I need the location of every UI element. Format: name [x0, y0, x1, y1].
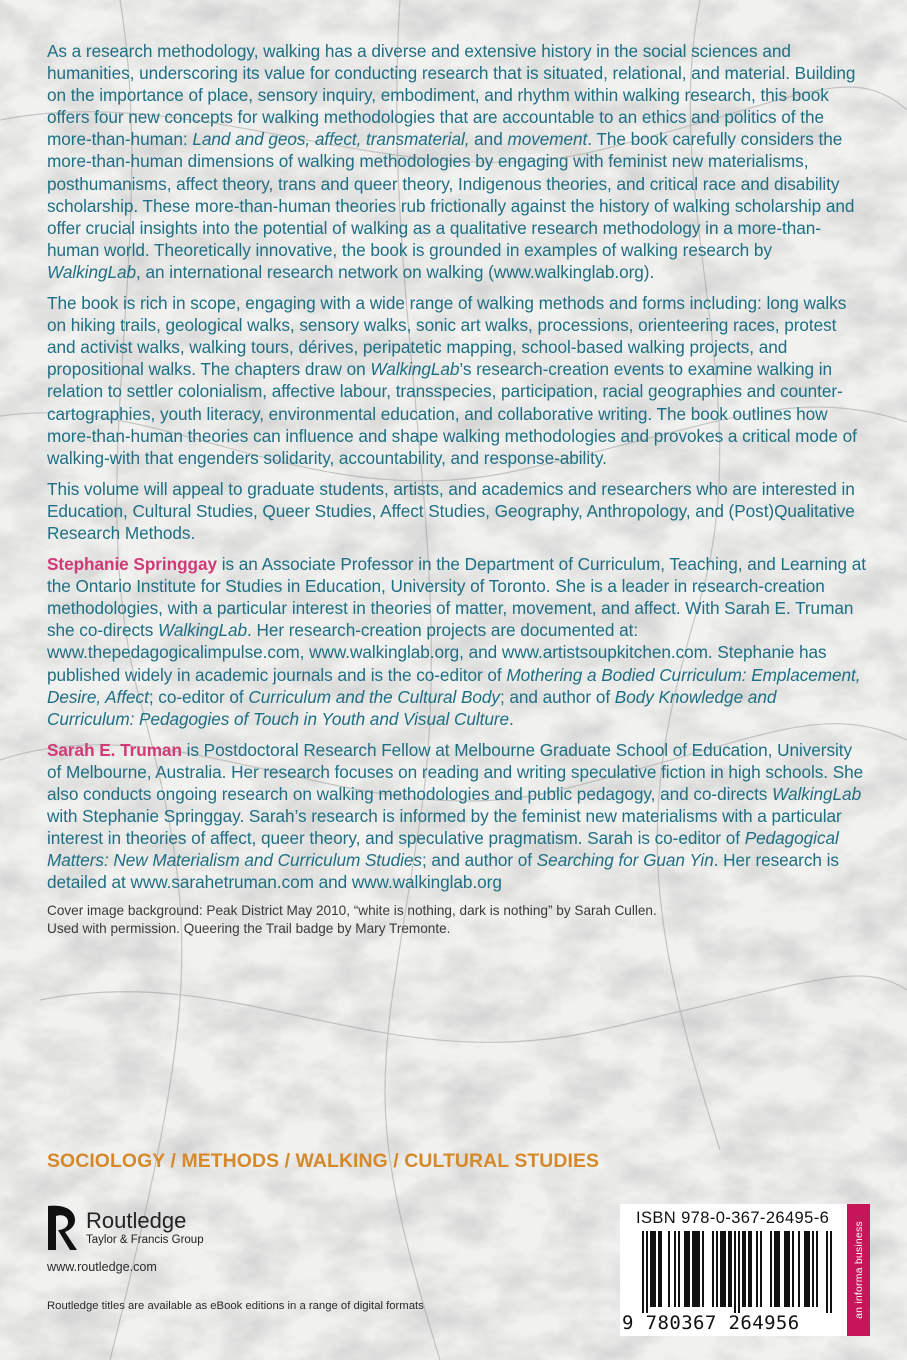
- barcode-guard-bar: [646, 1231, 648, 1313]
- barcode-bar: [778, 1231, 780, 1307]
- barcode-bar: [816, 1231, 818, 1307]
- text-run: . Her research is detailed at www.sarahetruman.com and www.walkinglab.org: [47, 850, 839, 893]
- barcode-guard-bar: [642, 1231, 644, 1313]
- barcode-guard-bar: [826, 1231, 828, 1313]
- barcode-bar: [650, 1231, 652, 1307]
- credit-line-2: Used with permission. Queering the Trail badge by Mary Tremonte.: [47, 920, 451, 936]
- barcode-bar: [712, 1231, 714, 1307]
- barcode-bar: [808, 1231, 810, 1307]
- text-run: is Postdoctoral Research Fellow at Melbourne Graduate School of Education, University of Melbourne, Australia. Her research focuses on reading and writing speculative fiction in high schools. She also conducts ongoing research on walking methodologies and public pedagogy, and co-directs: [47, 739, 864, 804]
- informa-label: an informa business: [852, 1221, 865, 1319]
- barcode-bar: [658, 1231, 660, 1307]
- isbn-barcode: [620, 1204, 870, 1336]
- barcode-bar: [692, 1231, 694, 1307]
- routledge-mark-icon: [44, 1204, 78, 1252]
- barcode-guard-bar: [734, 1231, 736, 1313]
- barcode-bar: [804, 1231, 806, 1307]
- text-run: and: [469, 129, 508, 150]
- text-run: ’s research-creation events to examine walking in relation to settler colonialism, affective labour, transspecies, participation, racial geographies and counter-cartographies, youth literacy, environmental education, and collaborative writing. The book outlines how more-than-human theories can influence and shape walking methodologies and provokes a critical mode of walking-with that engenders solidarity, accountability, and response-ability.: [47, 359, 857, 468]
- author-name: Sarah E. Truman: [47, 739, 182, 760]
- italic-run: WalkingLab: [47, 261, 136, 282]
- barcode-bar: [728, 1231, 730, 1307]
- informa-band: [847, 1204, 870, 1336]
- barcode-bar: [776, 1231, 778, 1307]
- barcode-bar: [702, 1231, 704, 1307]
- publisher-block: [44, 1204, 204, 1252]
- subject-categories: SOCIOLOGY / METHODS / WALKING / CULTURAL STUDIES: [47, 1150, 600, 1172]
- text-run: .: [509, 708, 514, 729]
- barcode-bar: [742, 1231, 744, 1307]
- barcode-bar: [786, 1231, 788, 1307]
- barcode-bar: [724, 1231, 726, 1307]
- author-bio-springgay: [47, 553, 867, 730]
- isbn-label: ISBN 978-0-367-26495-6: [636, 1209, 830, 1227]
- barcode-bar: [722, 1231, 724, 1307]
- text-run: ; and author of: [499, 686, 615, 707]
- italic-run: Land and geos, affect, transmaterial,: [192, 129, 470, 150]
- italic-run: Curriculum and the Cultural Body: [248, 686, 500, 707]
- publisher-name: Routledge: [86, 1208, 187, 1233]
- barcode-bar: [688, 1231, 690, 1307]
- italic-run: movement: [507, 129, 588, 150]
- credit-line-1: Cover image background: Peak District May 2010, “white is nothing, dark is nothing” by Sarah Cullen.: [47, 903, 657, 919]
- barcode-bar: [720, 1231, 722, 1307]
- italic-run: WalkingLab: [158, 620, 248, 641]
- ebook-note: Routledge titles are available as eBook editions in a range of digital formats: [47, 1300, 424, 1312]
- barcode-bar: [684, 1231, 686, 1307]
- barcode-bar: [696, 1231, 698, 1307]
- barcode-guard-bar: [738, 1231, 740, 1313]
- routledge-logo: [44, 1204, 204, 1252]
- barcode-bar: [806, 1231, 808, 1307]
- text-run: , an international research network on walking (www.walkinglab.org).: [136, 261, 655, 282]
- text-run: is an Associate Professor in the Department of Curriculum, Teaching, and Learning at the Ontario Institute for Studies in Education, University of Toronto. She is a leader in research-creation methodologies, with a particular interest in theories of matter, movement, and affect. With Sarah E. Truman she co-directs: [47, 554, 866, 641]
- barcode-bar: [668, 1231, 670, 1307]
- barcode-bar: [756, 1231, 758, 1307]
- italic-run: WalkingLab: [772, 784, 862, 804]
- publisher-url: www.routledge.com: [47, 1260, 157, 1274]
- audience-paragraph: This volume will appeal to graduate students, artists, and academics and researchers who are interested in Education, Cultural Studies, Queer Studies, Affect Studies, Geography, Anthropology, and (Post)Qualitative Research Methods.: [47, 478, 855, 543]
- text-run: ; and author of: [421, 850, 537, 871]
- barcode-bar: [694, 1231, 696, 1307]
- text-run: . Her research-creation projects are documented at: www.thepedagogicalimpulse.com, www.walkinglab.org, and www.artistsoupkitchen.com. Stephanie has published widely in academic journals and is the co-editor of: [47, 620, 827, 685]
- barcode-bar: [686, 1231, 688, 1307]
- author-name: Stephanie Springgay: [47, 554, 218, 575]
- text-run: As a research methodology, walking has a diverse and extensive history in the social sciences and humanities, underscoring its value for conducting research that is situated, relational, and material. Building on the importance of place, sensory inquiry, embodiment, and rhythm within walking research, this book offers four new concepts for walking methodologies that are accountable to an ethics and politics of the more-than-human:: [47, 41, 856, 150]
- text-run: The book is rich in scope, engaging with a wide range of walking methods and forms including: long walks on hiking trails, geological walks, sensory walks, sonic art walks, processions, orienteering races, protest and activist walks, walking tours, dérives, peripatetic mapping, school-based walking projects, and propositional walks. The chapters draw on: [47, 293, 847, 380]
- author-bio-truman: [47, 739, 867, 894]
- barcode-bar: [792, 1231, 794, 1307]
- back-cover-text: [47, 40, 867, 937]
- barcode-bar: [812, 1231, 814, 1307]
- barcode-bar: [674, 1231, 676, 1307]
- barcode-bar: [748, 1231, 750, 1307]
- barcode-bar: [730, 1231, 732, 1307]
- barcode-bar: [660, 1231, 662, 1307]
- blurb-paragraph-1: [47, 40, 867, 283]
- barcode-bar: [698, 1231, 700, 1307]
- barcode-bar: [774, 1231, 776, 1307]
- barcode-bar: [716, 1231, 718, 1307]
- cover-image-credit: [47, 902, 867, 937]
- barcode-bar: [788, 1231, 790, 1307]
- blurb-paragraph-2: [47, 292, 867, 469]
- publisher-group: Taylor & Francis Group: [86, 1234, 204, 1246]
- barcode-bar: [770, 1231, 772, 1307]
- barcode-bar: [760, 1231, 762, 1307]
- italic-run: Body Knowledge and Curriculum: Pedagogies of Touch in Youth and Visual Culture: [47, 686, 777, 729]
- barcode-guard-bar: [830, 1231, 832, 1313]
- barcode-bar: [678, 1231, 680, 1307]
- text-run: ; co-editor of: [148, 686, 249, 707]
- barcode-digits: 9 780367 264956: [622, 1312, 800, 1334]
- italic-run: Searching for Guan Yin: [536, 850, 714, 871]
- barcode-bar: [784, 1231, 786, 1307]
- text-run: with Stephanie Springgay. Sarah’s research is informed by the feminist new materialisms with a particular interest in theories of affect, queer theory, and speculative pragmatism. Sarah is co-editor of: [47, 806, 842, 849]
- barcode-bars: [624, 1231, 846, 1313]
- italic-run: Mothering a Bodied Curriculum: Emplacement, Desire, Affect: [47, 664, 861, 707]
- text-run: . The book carefully considers the more-than-human dimensions of walking methodologies by engaging with feminist new materialisms, posthumanisms, affect theory, trans and queer theory, Indigenous theories, and critical race and disability scholarship. These more-than-human theories rub frictionally against the history of walking scholarship and offer crucial insights into the potential of walking as a qualitative research methodology in a more-than-human world. Theoretically innovative, the book is grounded in examples of walking research by: [47, 129, 855, 260]
- barcode-bar: [750, 1231, 752, 1307]
- barcode-bar: [798, 1231, 800, 1307]
- italic-run: WalkingLab: [370, 359, 460, 380]
- barcode-bar: [654, 1231, 656, 1307]
- barcode-bar: [744, 1231, 746, 1307]
- barcode-bar: [652, 1231, 654, 1307]
- italic-run: Pedagogical Matters: New Materialism and Curriculum Studies: [47, 828, 839, 871]
